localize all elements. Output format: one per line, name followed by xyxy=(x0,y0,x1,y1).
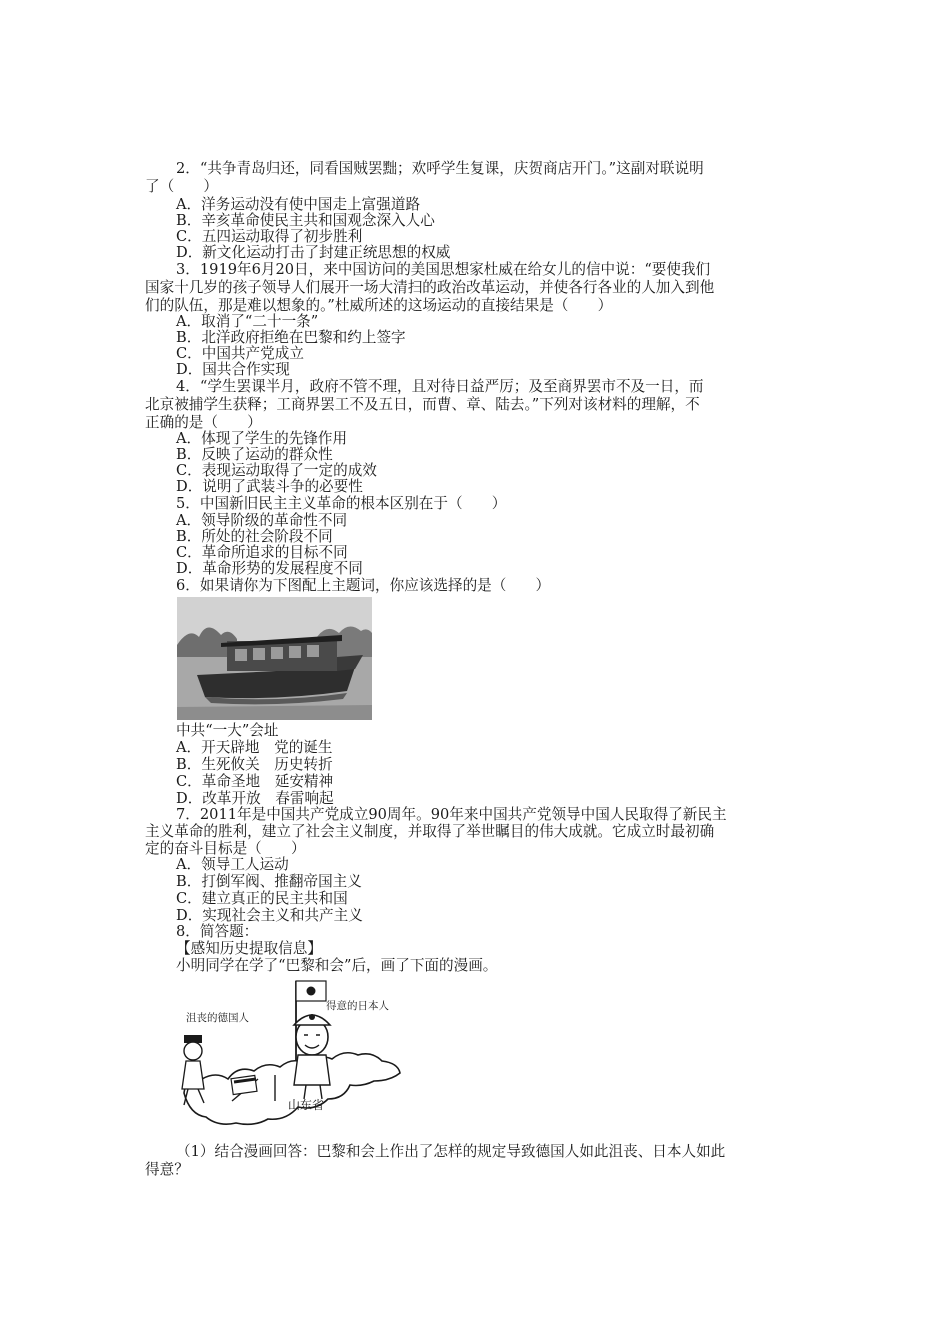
q8-sub1-cont: 得意？ xyxy=(145,1161,189,1178)
q7-stem: 7．2011年是中国共产党成立90周年。90年来中国共产党领导中国人民取得了新民主 xyxy=(176,806,727,823)
q7-stem-cont-1: 主义革命的胜利，建立了社会主义制度，并取得了举世瞩目的伟大成就。它成立时最初确 xyxy=(145,823,715,840)
q8-section-title: 【感知历史提取信息】 xyxy=(176,940,322,957)
q2-option-b: B．辛亥革命使民主共和国观念深入人心 xyxy=(176,212,435,229)
q8-stem: 8．简答题： xyxy=(176,923,259,940)
q8-sub1: （1）结合漫画回答：巴黎和会上作出了怎样的规定导致德国人如此沮丧、日本人如此 xyxy=(176,1143,726,1160)
q7-option-b: B．打倒军阀、推翻帝国主义 xyxy=(176,873,362,890)
q7-option-a: A．领导工人运动 xyxy=(176,856,289,873)
q6-option-a: A．开天辟地 党的诞生 xyxy=(176,739,333,756)
q3-option-a: A．取消了“二十一条” xyxy=(176,313,319,330)
q4-stem-cont-2: 正确的是（ ） xyxy=(145,414,262,431)
red-boat-photo xyxy=(177,597,372,720)
label-shandong: 山东省 xyxy=(288,1098,325,1112)
q7-option-c: C．建立真正的民主共和国 xyxy=(176,890,348,907)
q3-option-b: B．北洋政府拒绝在巴黎和约上签字 xyxy=(176,329,406,346)
q2-option-d: D．新文化运动打击了封建正统思想的权威 xyxy=(176,244,451,261)
q6-photo-caption: 中共“一大”会址 xyxy=(176,722,279,739)
q3-stem-cont-2: 们的队伍，那是难以想象的。”杜威所述的这场运动的直接结果是（ ） xyxy=(145,297,613,314)
q6-stem: 6．如果请你为下图配上主题词，你应该选择的是（ ） xyxy=(176,577,551,594)
q5-option-a: A．领导阶级的革命性不同 xyxy=(176,512,348,529)
q5-option-b: B．所处的社会阶段不同 xyxy=(176,528,333,545)
q4-stem: 4．“学生罢课半月，政府不管不理，且对待日益严厉；及至商界罢市不及一日，而 xyxy=(176,378,704,395)
q3-option-d: D．国共合作实现 xyxy=(176,361,290,378)
q4-option-b: B．反映了运动的群众性 xyxy=(176,446,333,463)
q6-option-d: D．改革开放 春雷响起 xyxy=(176,790,334,807)
q3-stem: 3．1919年6月20日，来中国访问的美国思想家杜威在给女儿的信中说：“要使我们 xyxy=(176,261,711,278)
q5-stem: 5．中国新旧民主主义革命的根本区别在于（ ） xyxy=(176,495,507,512)
q6-option-c: C．革命圣地 延安精神 xyxy=(176,773,334,790)
q5-option-d: D．革命形势的发展程度不同 xyxy=(176,560,363,577)
paris-peace-cartoon xyxy=(176,975,406,1140)
q2-option-a: A．洋务运动没有使中国走上富强道路 xyxy=(176,196,421,213)
q7-option-d: D．实现社会主义和共产主义 xyxy=(176,907,363,924)
q6-option-b: B．生死攸关 历史转折 xyxy=(176,756,333,773)
q4-option-c: C．表现运动取得了一定的成效 xyxy=(176,462,377,479)
q2-stem-cont: 了（ ） xyxy=(145,178,218,195)
q2-option-c: C．五四运动取得了初步胜利 xyxy=(176,228,363,245)
label-japanese: 得意的日本人 xyxy=(326,1000,389,1012)
q4-option-a: A．体现了学生的先锋作用 xyxy=(176,430,348,447)
q4-stem-cont-1: 北京被捕学生获释；工商界罢工不及五日，而曹、章、陆去。”下列对该材料的理解，不 xyxy=(145,396,700,413)
q2-stem: 2．“共争青岛归还，同看国贼罢黜；欢呼学生复课，庆贺商店开门。”这副对联说明 xyxy=(176,160,704,177)
q3-option-c: C．中国共产党成立 xyxy=(176,345,304,362)
q4-option-d: D．说明了武装斗争的必要性 xyxy=(176,478,363,495)
q5-option-c: C．革命所追求的目标不同 xyxy=(176,544,348,561)
q8-intro: 小明同学在学了“巴黎和会”后，画了下面的漫画。 xyxy=(176,957,498,974)
q7-stem-cont-2: 定的奋斗目标是（ ） xyxy=(145,840,306,857)
q3-stem-cont-1: 国家十几岁的孩子领导人们展开一场大清扫的政治改革运动，并使各行各业的人加入到他 xyxy=(145,279,715,296)
label-german: 沮丧的德国人 xyxy=(186,1012,249,1024)
